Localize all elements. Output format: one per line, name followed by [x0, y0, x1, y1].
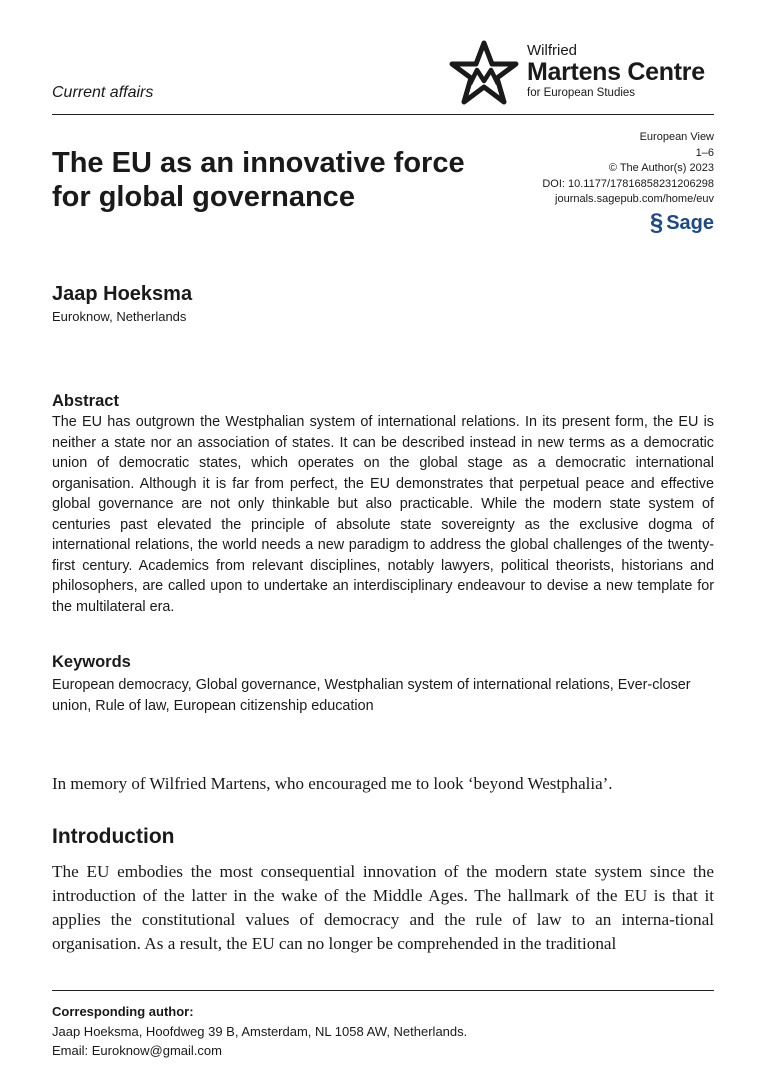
- section-label: Current affairs: [52, 84, 154, 101]
- corresponding-author-email[interactable]: Email: Euroknow@gmail.com: [52, 1043, 222, 1058]
- author-affiliation: Euroknow, Netherlands: [52, 309, 187, 324]
- journal-url[interactable]: journals.sagepub.com/home/euv: [555, 193, 714, 205]
- corresponding-author-heading: Corresponding author:: [52, 1004, 194, 1019]
- journal-meta: [542, 130, 714, 208]
- introduction-heading: Introduction: [52, 825, 175, 848]
- dedication: In memory of Wilfried Martens, who encouraged me to look ‘beyond Westphalia’.: [52, 774, 613, 793]
- publisher-name: Sage: [666, 211, 714, 234]
- article-title: The EU as an innovative force for global governance: [52, 147, 465, 213]
- keywords-text: European democracy, Global governance, Westphalian system of international relations, Ever-closer union, Rule of law, European citizenship education: [52, 677, 691, 714]
- abstract-heading: Abstract: [52, 392, 119, 410]
- doi[interactable]: DOI: 10.1177/17816858231206298: [542, 177, 714, 190]
- keywords-heading: Keywords: [52, 653, 131, 671]
- page-range: 1–6: [695, 146, 714, 159]
- header-divider: [52, 114, 714, 115]
- sage-s-icon: §: [649, 209, 664, 236]
- author-name: Jaap Hoeksma: [52, 283, 193, 305]
- logo-line-1: Wilfried: [527, 42, 578, 59]
- corresponding-author-address: Jaap Hoeksma, Hoofdweg 39 B, Amsterdam, NL 1058 AW, Netherlands.: [52, 1024, 468, 1039]
- introduction-text: The EU embodies the most consequential innovation of the modern state system since the introduction of the latter in the wake of the Middle Ages. The hallmark of the EU is that it applies the constitutional values of democracy and the rule of law to an interna-tional organisation. As a result, the EU can no longer be comprehended in the traditional: [52, 862, 714, 953]
- logo-line-2: Martens Centre: [527, 58, 705, 86]
- martens-centre-logo: [448, 40, 718, 106]
- copyright: © The Author(s) 2023: [608, 162, 714, 174]
- star-m-logo-icon: [448, 40, 520, 106]
- footer-divider: [52, 990, 714, 991]
- journal-name: European View: [639, 131, 714, 143]
- sage-logo: [650, 211, 714, 235]
- logo-line-3: for European Studies: [527, 87, 636, 99]
- abstract-text: The EU has outgrown the Westphalian system of international relations. In its present form, the EU is neither a state nor an association of states. It can be described instead in new terms as a democratic union of democratic states, which operates on the global stage as a democratic international organisation. Although it is far from perfect, the EU demonstrates that perpetual peace and effective global governance are not only thinkable but also practicable. While the modern state system of centuries past elevated the principle of absolute state sovereignty as the exclusive dogma of international relations, the world needs a new paradigm to address the global challenges of the twenty-first century. Academics from relevant disciplines, notably lawyers, political theorists, historians and philosophers, are called upon to undertake an interdisciplinary endeavour to devise a new template for the multilateral era.: [52, 414, 714, 615]
